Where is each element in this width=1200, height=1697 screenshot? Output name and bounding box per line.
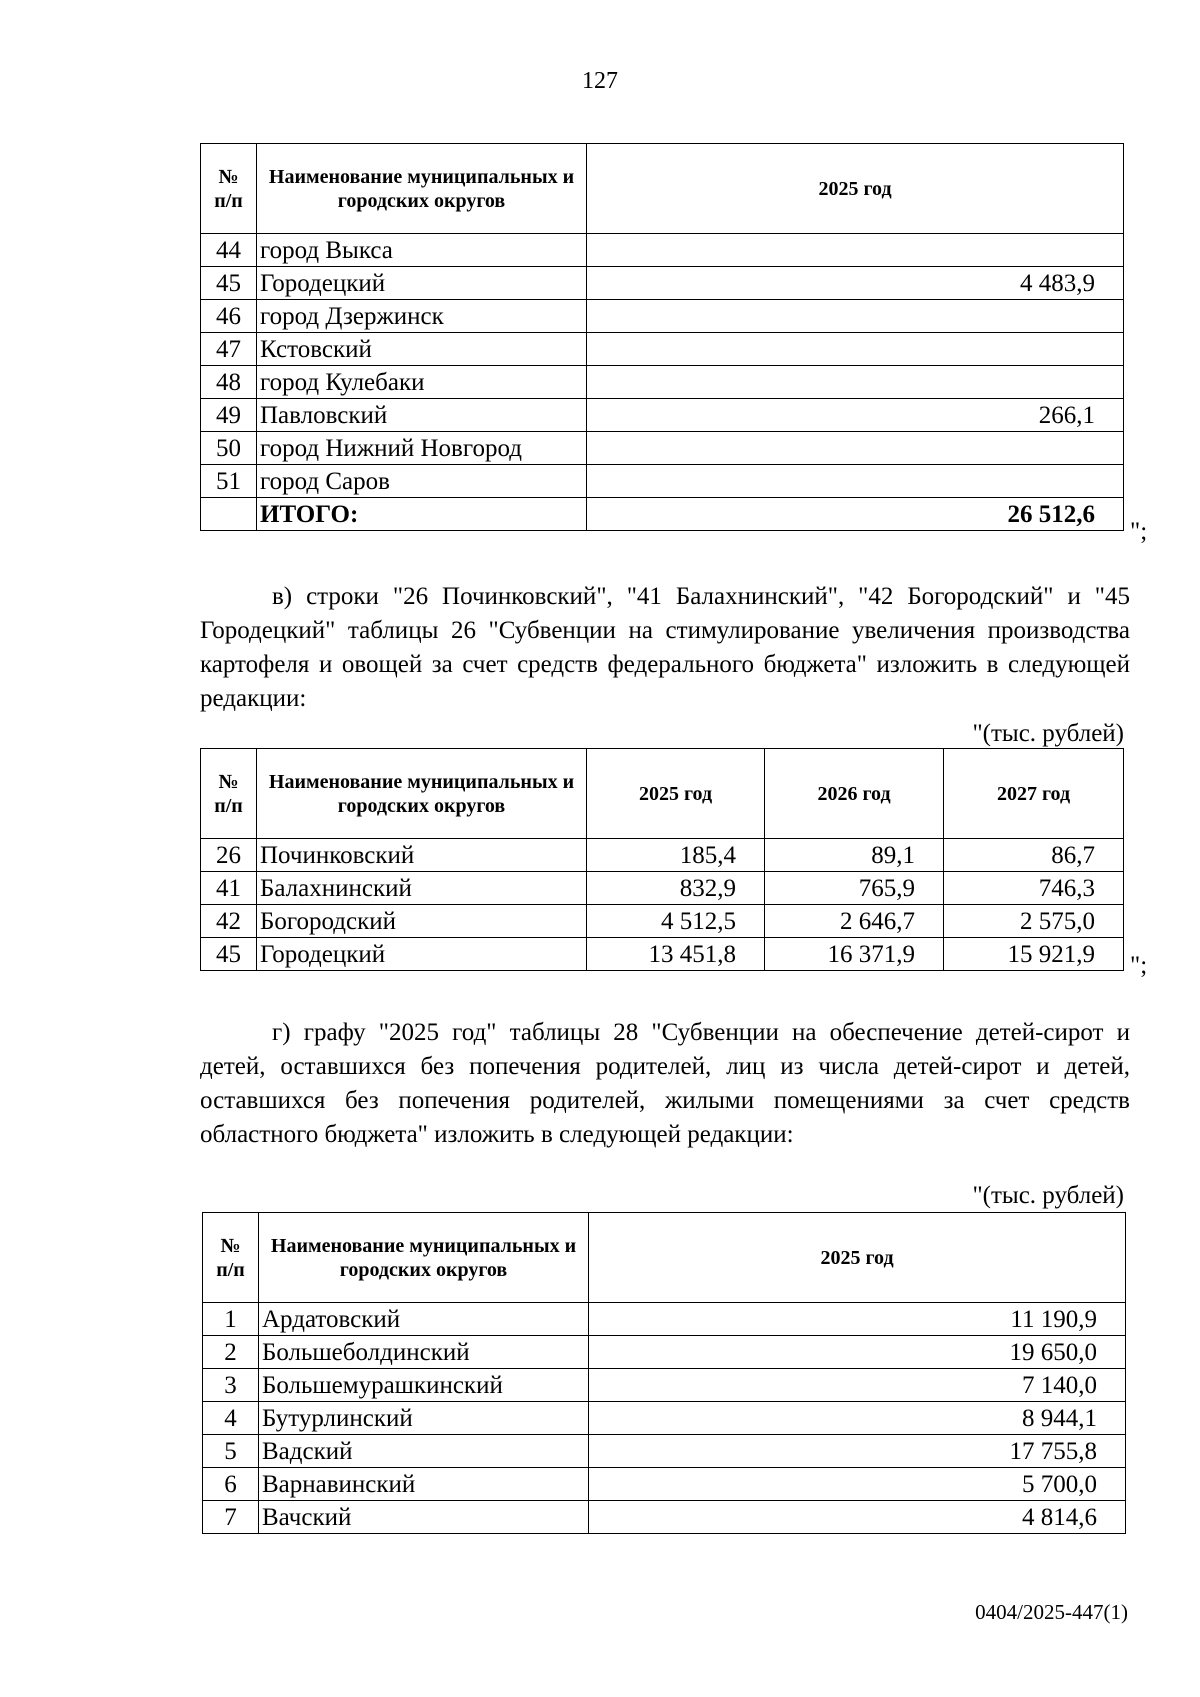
row-name-cell: Большеболдинский <box>259 1336 589 1369</box>
row-number-cell: 45 <box>201 267 257 300</box>
table-3-body <box>203 1303 1126 1534</box>
row-number-cell: 26 <box>201 839 257 872</box>
table-3 <box>202 1212 1126 1534</box>
row-number-cell: 51 <box>201 465 257 498</box>
row-number-cell: 49 <box>201 399 257 432</box>
unit-label-1: "(тыс. рублей) <box>972 720 1124 747</box>
row-2027-cell: 746,3 <box>944 872 1124 905</box>
row-2025-cell: 13 451,8 <box>587 938 765 971</box>
header-2025: 2025 год <box>587 144 1124 234</box>
header-name: Наименование муниципальных и городских округов <box>259 1213 589 1303</box>
row-2025-cell: 19 650,0 <box>589 1336 1126 1369</box>
row-2025-cell: 5 700,0 <box>589 1468 1126 1501</box>
row-2025-cell: 8 944,1 <box>589 1402 1126 1435</box>
row-2027-cell: 86,7 <box>944 839 1124 872</box>
row-2025-cell <box>587 366 1124 399</box>
row-number-cell: 48 <box>201 366 257 399</box>
paragraph-g-text: г) графу "2025 год" таблицы 28 "Субвенции на обеспечение детей-сирот и детей, оставшихся без попечения родителей, лиц из числа детей-сирот и детей, оставшихся без попечения родителей, жилыми помещениями за счет средств областного бюджета" изложить в следующей редакции: <box>200 1019 1130 1148</box>
table-row <box>201 234 1124 267</box>
paragraph-v-text: в) строки "26 Починковский", "41 Балахнинский", "42 Богородский" и "45 Городецкий" таблицы 26 "Субвенции на стимулирование увеличения производства картофеля и овощей за счет средств федерального бюджета" изложить в следующей редакции: <box>200 583 1130 712</box>
row-2026-cell: 16 371,9 <box>765 938 944 971</box>
table-row <box>203 1435 1126 1468</box>
row-number-cell: 41 <box>201 872 257 905</box>
row-number-cell: 4 <box>203 1402 259 1435</box>
table-header-row <box>201 144 1124 234</box>
header-name: Наименование муниципальных и городских округов <box>257 749 587 839</box>
header-2025: 2025 год <box>589 1213 1126 1303</box>
row-2025-cell: 4 483,9 <box>587 267 1124 300</box>
table-row <box>201 267 1124 300</box>
row-number-cell: 46 <box>201 300 257 333</box>
row-2025-cell: 17 755,8 <box>589 1435 1126 1468</box>
paragraph-g <box>200 1016 1130 1152</box>
row-name-cell: Починковский <box>257 839 587 872</box>
row-2027-cell: 15 921,9 <box>944 938 1124 971</box>
row-name-cell: Большемурашкинский <box>259 1369 589 1402</box>
row-name-cell: город Дзержинск <box>257 300 587 333</box>
table-row <box>203 1303 1126 1336</box>
row-number-cell: 47 <box>201 333 257 366</box>
table-row <box>201 872 1124 905</box>
row-2025-cell <box>587 300 1124 333</box>
table-row <box>201 300 1124 333</box>
table-2-body <box>201 839 1124 971</box>
page-number: 127 <box>582 68 618 94</box>
table-row <box>201 465 1124 498</box>
row-number-cell: 44 <box>201 234 257 267</box>
row-2025-cell: 266,1 <box>587 399 1124 432</box>
row-number-cell: 1 <box>203 1303 259 1336</box>
header-2026: 2026 год <box>765 749 944 839</box>
row-2025-cell: 4 512,5 <box>587 905 765 938</box>
row-name-cell: Бутурлинский <box>259 1402 589 1435</box>
row-name-cell: Городецкий <box>257 267 587 300</box>
row-name-cell: Павловский <box>257 399 587 432</box>
table-row <box>203 1501 1126 1534</box>
table-row <box>201 366 1124 399</box>
row-name-cell: Ардатовский <box>259 1303 589 1336</box>
row-number-cell: 42 <box>201 905 257 938</box>
row-2025-cell: 7 140,0 <box>589 1369 1126 1402</box>
header-2027: 2027 год <box>944 749 1124 839</box>
row-2026-cell: 2 646,7 <box>765 905 944 938</box>
table-row <box>201 432 1124 465</box>
header-number: № п/п <box>203 1213 259 1303</box>
row-name-cell: город Саров <box>257 465 587 498</box>
row-number-cell: 7 <box>203 1501 259 1534</box>
row-2025-cell <box>587 234 1124 267</box>
row-name-cell: Балахнинский <box>257 872 587 905</box>
unit-label-2: "(тыс. рублей) <box>972 1182 1124 1209</box>
table-header-row <box>203 1213 1126 1303</box>
row-number-cell: 45 <box>201 938 257 971</box>
total-row <box>201 498 1124 531</box>
table-row <box>203 1468 1126 1501</box>
table-row <box>201 839 1124 872</box>
table-1 <box>200 143 1124 531</box>
table-row <box>201 938 1124 971</box>
document-code: 0404/2025-447(1) <box>975 1600 1128 1624</box>
table-2 <box>200 748 1124 971</box>
header-number: № п/п <box>201 749 257 839</box>
table-row <box>201 333 1124 366</box>
table-1-body <box>201 234 1124 498</box>
table-header-row <box>201 749 1124 839</box>
row-name-cell: Варнавинский <box>259 1468 589 1501</box>
row-name-cell: Вачский <box>259 1501 589 1534</box>
row-name-cell: Городецкий <box>257 938 587 971</box>
row-2025-cell: 4 814,6 <box>589 1501 1126 1534</box>
row-name-cell: Богородский <box>257 905 587 938</box>
row-number-cell: 5 <box>203 1435 259 1468</box>
table-row <box>203 1402 1126 1435</box>
row-2025-cell: 832,9 <box>587 872 765 905</box>
row-2025-cell <box>587 465 1124 498</box>
table-row <box>201 399 1124 432</box>
row-name-cell: город Кулебаки <box>257 366 587 399</box>
header-2025: 2025 год <box>587 749 765 839</box>
row-2025-cell <box>587 333 1124 366</box>
table-row <box>203 1369 1126 1402</box>
total-value: 26 512,6 <box>587 498 1124 531</box>
row-2027-cell: 2 575,0 <box>944 905 1124 938</box>
closing-quote-2: "; <box>1130 952 1148 979</box>
total-number-cell <box>201 498 257 531</box>
row-2025-cell <box>587 432 1124 465</box>
row-number-cell: 2 <box>203 1336 259 1369</box>
row-name-cell: город Нижний Новгород <box>257 432 587 465</box>
row-2025-cell: 185,4 <box>587 839 765 872</box>
row-2026-cell: 765,9 <box>765 872 944 905</box>
header-name: Наименование муниципальных и городских округов <box>257 144 587 234</box>
row-number-cell: 50 <box>201 432 257 465</box>
closing-quote-1: "; <box>1130 518 1148 545</box>
table-row <box>201 905 1124 938</box>
row-2026-cell: 89,1 <box>765 839 944 872</box>
row-2025-cell: 11 190,9 <box>589 1303 1126 1336</box>
row-name-cell: Вадский <box>259 1435 589 1468</box>
header-number: № п/п <box>201 144 257 234</box>
table-row <box>203 1336 1126 1369</box>
row-name-cell: город Выкса <box>257 234 587 267</box>
paragraph-v <box>200 580 1130 716</box>
row-number-cell: 3 <box>203 1369 259 1402</box>
row-number-cell: 6 <box>203 1468 259 1501</box>
row-name-cell: Кстовский <box>257 333 587 366</box>
total-label: ИТОГО: <box>257 498 587 531</box>
